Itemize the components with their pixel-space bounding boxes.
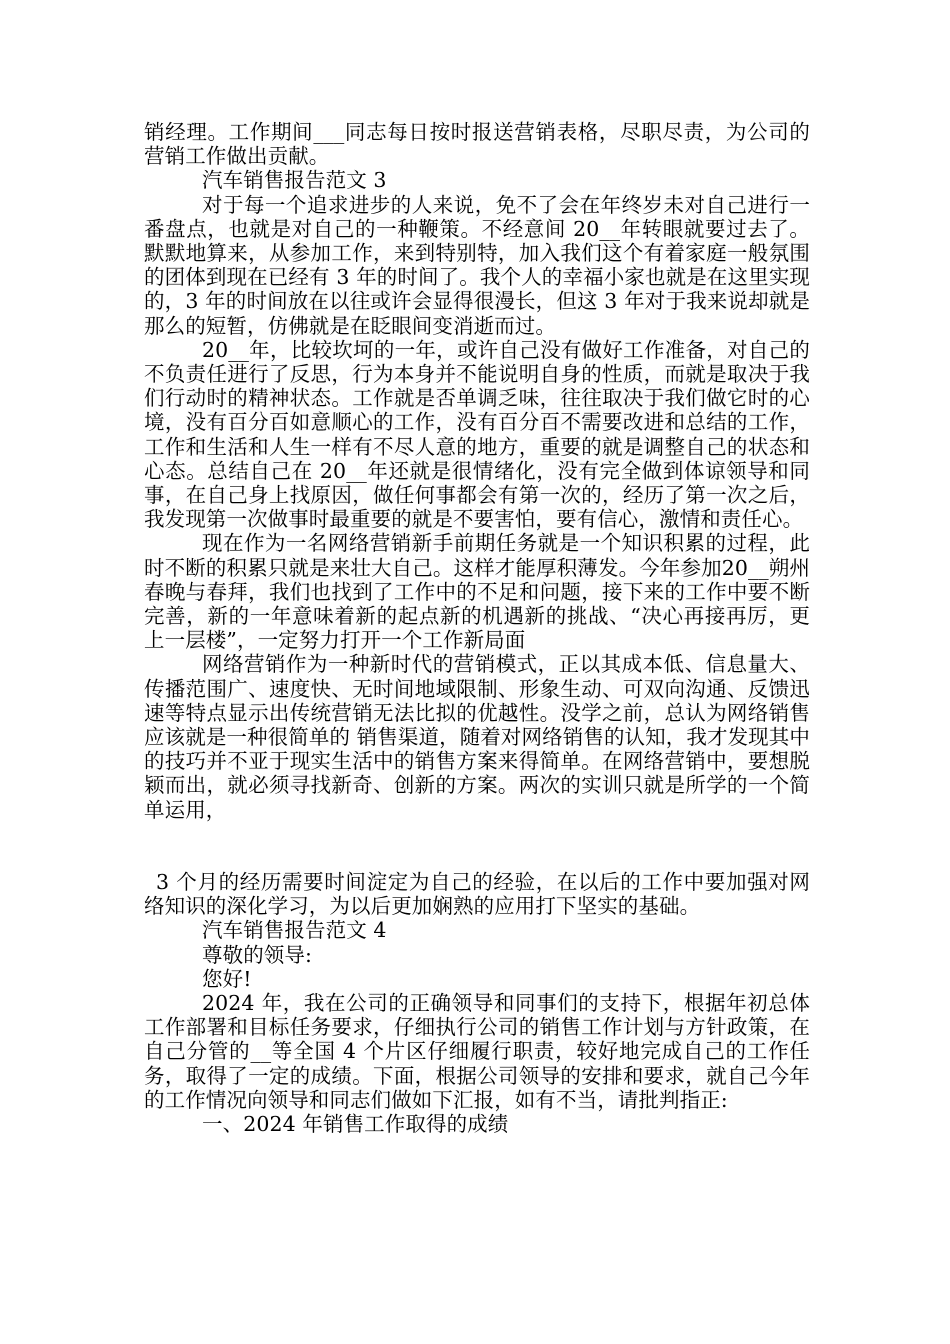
paragraph: 对于每一个追求进步的人来说，免不了会在年终岁未对自己进行一番盘点，也就是对自己的一种鞭策。不经意间 20__年转眼就要过去了。默默地算来，从参加工作，来到特别特，加入我们这个有着家庭一般氛围的团体到现在已经有 3 年的时间了。我个人的幸福小家也就是在这里实现的，3 年的时间放在以往或许会显得很漫长，但这 3 年对于我来说却就是那么的短暂，仿佛就是在眨眼间变消逝而过。 bbox=[144, 192, 810, 338]
document-page bbox=[144, 120, 810, 1136]
paragraph-intro: 销经理。工作期间___同志每日按时报送营销表格，尽职尽责，为公司的营销工作做出贡献。 bbox=[144, 120, 810, 169]
section-heading-3: 汽车销售报告范文 3 bbox=[202, 168, 387, 193]
paragraph: 网络营销作为一种新时代的营销模式，正以其成本低、信息量大、传播范围广、速度快、无时间地域限制、形象生动、可双向沟通、反馈迅速等特点显示出传统营销无法比拟的优越性。没学之前，总认为网络销售应该就是一种很简单的 销售渠道，随着对网络销售的认知，我才发现其中的技巧并不亚于现实生活中的销售方案来得简单。在网络营销中，要想脱颖而出，就必须寻找新奇、创新的方案。两次的实训只就是所学的一个简单运用， bbox=[144, 652, 810, 822]
page-break-spacer bbox=[144, 822, 810, 870]
paragraph: 2024 年，我在公司的正确领导和同事们的支持下，根据年初总体工作部署和目标任务要求，仔细执行公司的销售工作计划与方针政策，在自己分管的__等全国 4 个片区仔细履行职责，较好地完成自己的工作任务，取得了一定的成绩。下面，根据公司领导的安排和要求，就自己今年的工作情况向领导和同志们做如下汇报，如有不当，请批判指正: bbox=[144, 990, 810, 1112]
paragraph: 现在作为一名网络营销新手前期任务就是一个知识积累的过程，此时不断的积累只就是来壮大自己。这样才能厚积薄发。今年参加20__朔州春晚与春拜，我们也找到了工作中的不足和问题，接下来的工作中要不断完善，新的一年意味着新的起点新的机遇新的挑战、“决心再接再厉，更上一层楼”，一定努力打开一个工作新局面 bbox=[144, 531, 810, 653]
section-heading-4: 汽车销售报告范文 4 bbox=[202, 918, 387, 943]
salutation: 尊敬的领导: bbox=[202, 942, 313, 967]
paragraph: 3 个月的经历需要时间淀定为自己的经验，在以后的工作中要加强对网络知识的深化学习，为以后更加娴熟的应用打下坚实的基础。 bbox=[144, 869, 810, 919]
greeting: 您好! bbox=[202, 966, 252, 991]
paragraph: 20__年，比较坎坷的一年，或许自己没有做好工作准备，对自己的不负责任进行了反思，行为本身并不能说明自身的性质，而就是取决于我们行动时的精神状态。工作就是否单调乏味，往往取决于我们做它时的心境，没有百分百如意顺心的工作，没有百分百不需要改进和总结的工作，工作和生活和人生一样有不尽人意的地方，重要的就是调整自己的状态和心态。总结自己在 20__年还就是很情绪化，没有完全做到体谅领导和同事，在自己身上找原因，做任何事都会有第一次的，经历了第一次之后，我发现第一次做事时最重要的就是不要害怕，要有信心，激情和责任心。 bbox=[144, 337, 810, 532]
subsection-heading: 一、2024 年销售工作取得的成绩 bbox=[202, 1111, 509, 1136]
